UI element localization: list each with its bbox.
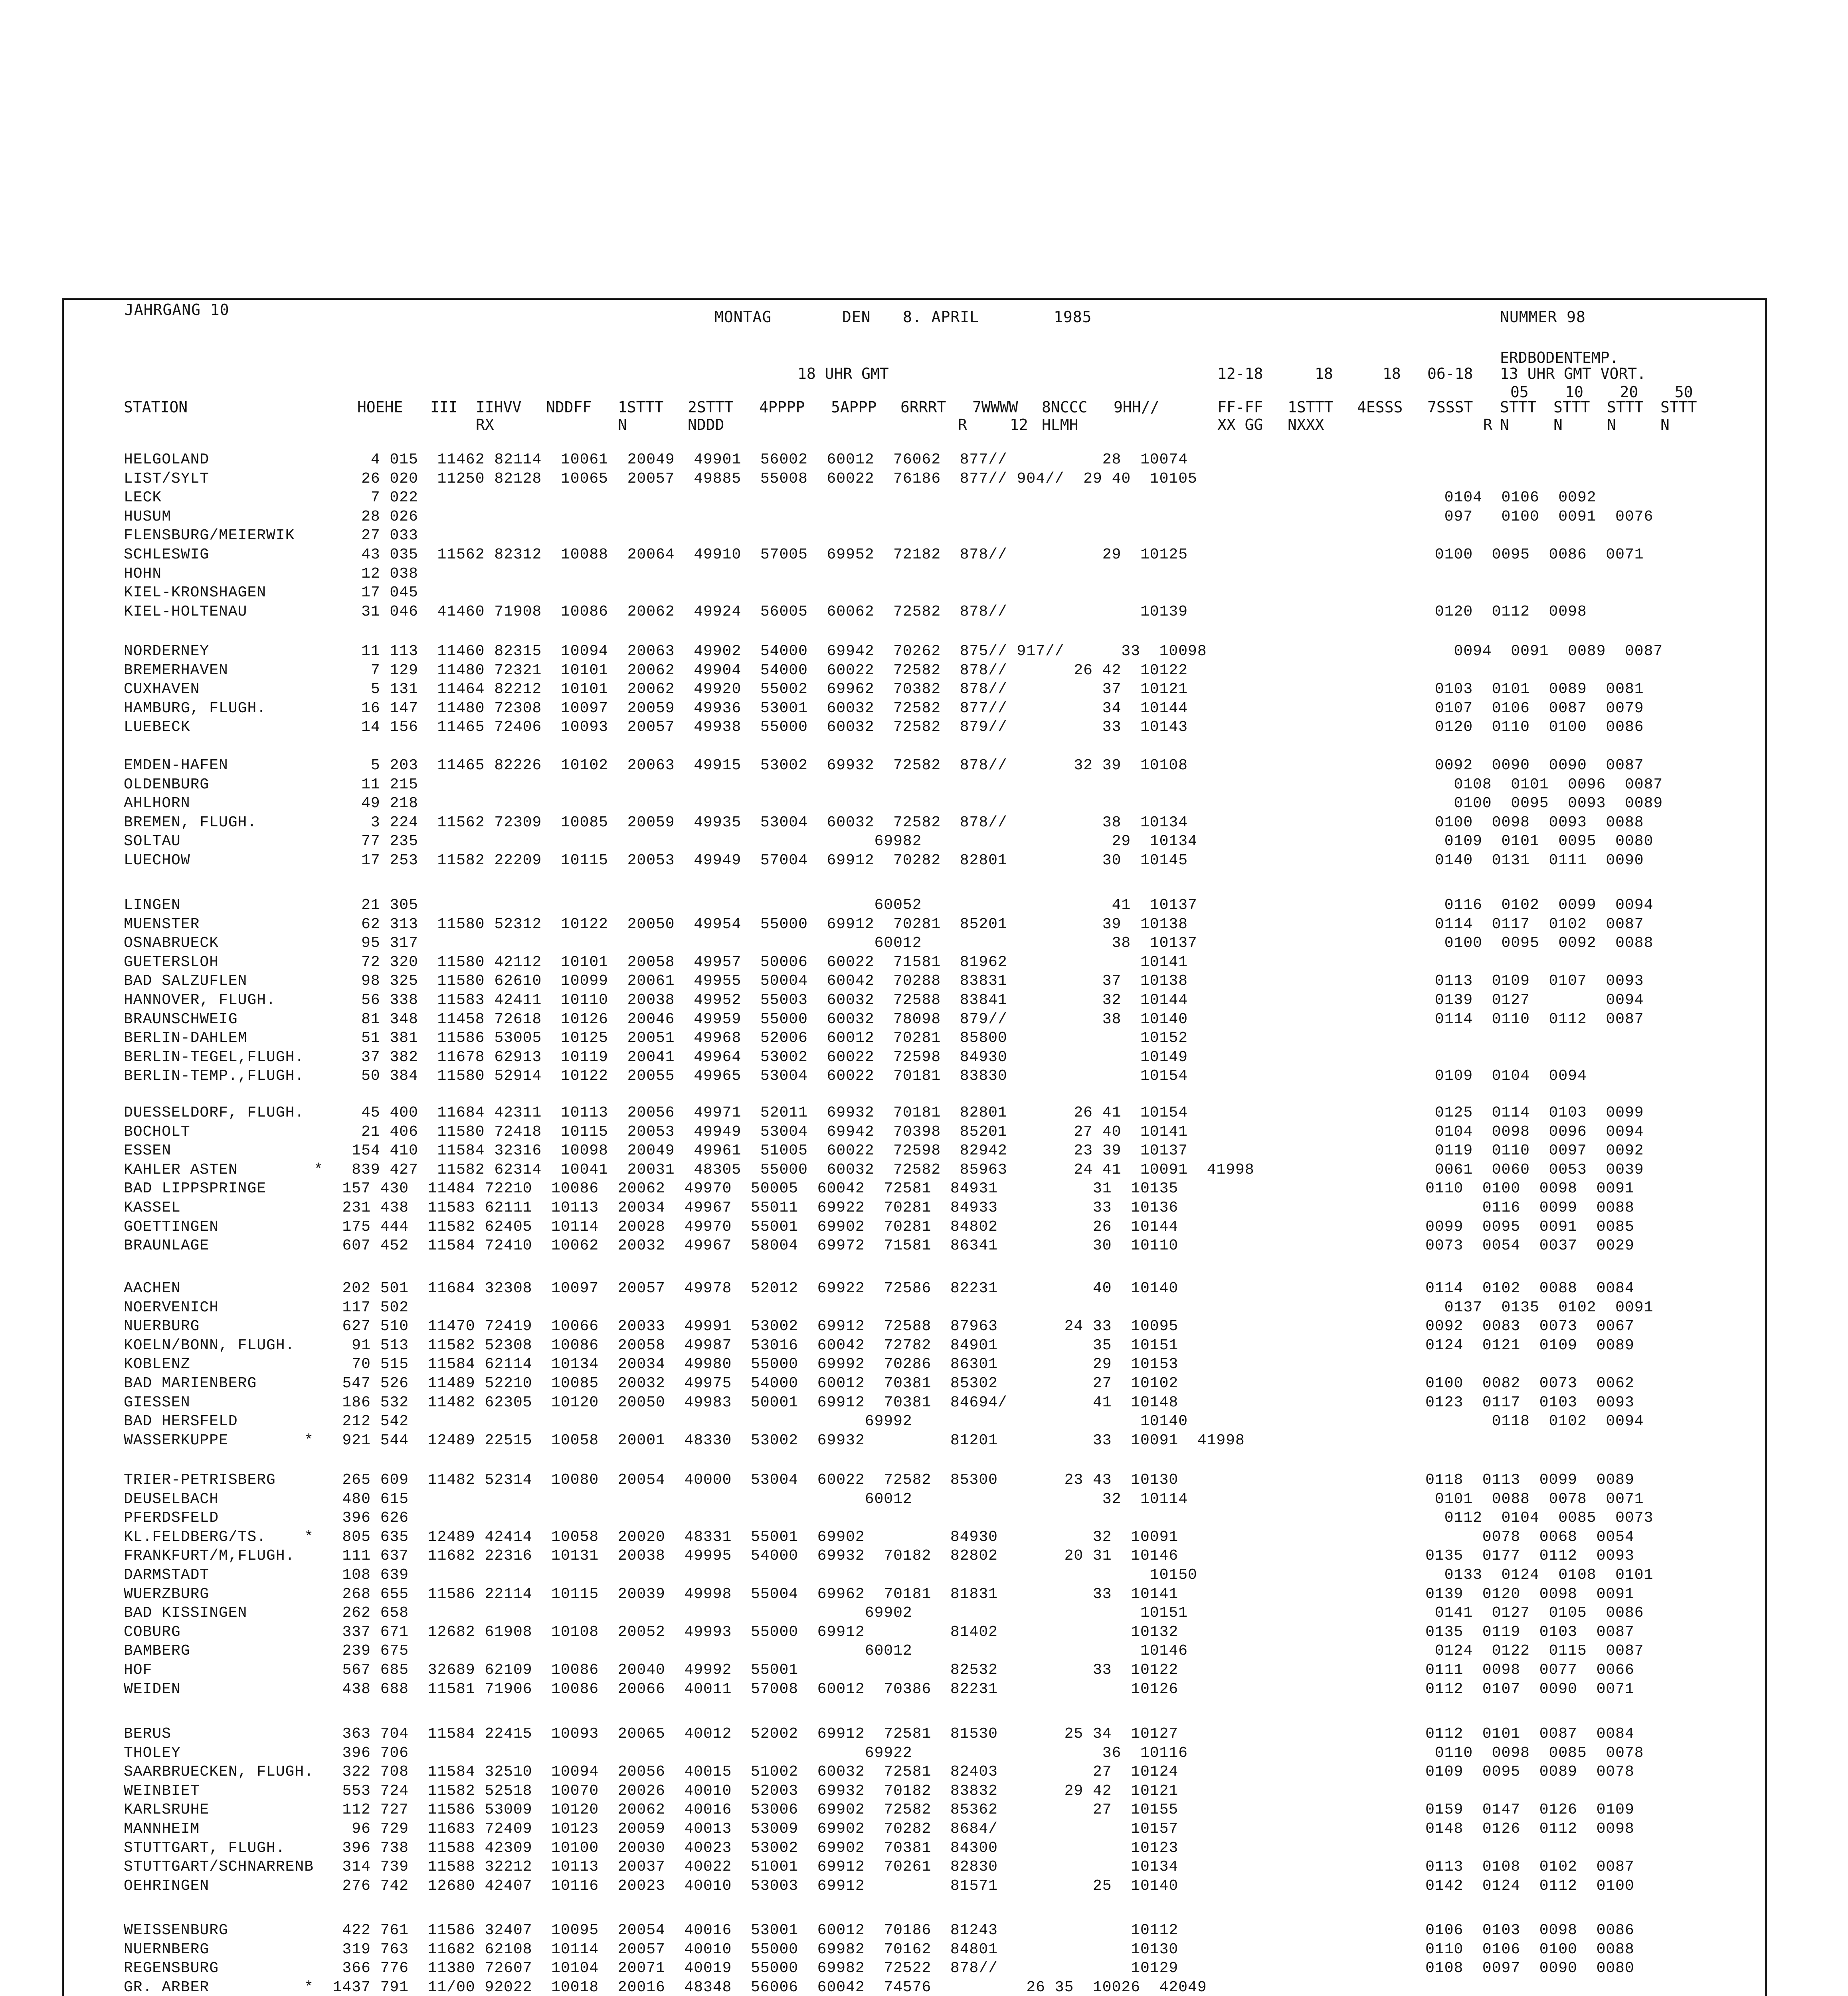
col-soil-10-sub: N xyxy=(1553,416,1563,434)
col-soil-10: STTT xyxy=(1553,398,1590,416)
col-soil-50: STTT xyxy=(1660,398,1697,416)
group-06-18: 06-18 xyxy=(1427,365,1473,382)
table-row: BERLIN-TEMP.,FLUGH. 50 384 11580 52914 10122 20055 49965 53004 60022 70181 83830 10154 0109 0104 0094 xyxy=(124,1067,1587,1085)
col-7ssst-sub: R xyxy=(1483,416,1492,434)
col-6rrrt-sub: R xyxy=(958,416,967,434)
col-7ssst: 7SSST xyxy=(1427,398,1473,416)
table-row: HUSUM 28 026 097 0100 0091 0076 xyxy=(124,508,1654,525)
table-row: KL.FELDBERG/TS. * 805 635 12489 42414 10058 20020 48331 55001 69902 84930 32 10091 0078 0068 0054 xyxy=(124,1528,1634,1546)
col-soil-50-sub: N xyxy=(1660,416,1670,434)
table-row: BERLIN-TEGEL,FLUGH. 37 382 11678 62913 10119 20041 49964 53002 60022 72598 84930 10149 xyxy=(124,1048,1188,1066)
col-ff: FF-FF xyxy=(1217,398,1263,416)
table-row: STUTTGART, FLUGH. 396 738 11588 42309 10100 20030 40023 53002 69902 70381 84300 10123 xyxy=(124,1839,1179,1857)
col-7wwww: 7WWWW xyxy=(972,398,1018,416)
col-2sttt-sub: NDDD xyxy=(688,416,724,434)
table-row: BAD KISSINGEN 262 658 69902 10151 0141 0127 0105 0086 xyxy=(124,1604,1644,1622)
table-row: WEIDEN 438 688 11581 71906 10086 20066 40011 57008 60012 70386 82231 10126 0112 0107 0090 0071 xyxy=(124,1680,1634,1698)
table-row: BOCHOLT 21 406 11580 72418 10115 20053 49949 53004 69942 70398 85201 27 40 10141 0104 0098 0096 0094 xyxy=(124,1123,1644,1141)
col-8nccc: 8NCCC xyxy=(1042,398,1088,416)
col-1sttt-b-sub: NXXX xyxy=(1288,416,1324,434)
col-1sttt-sub: N xyxy=(618,416,627,434)
table-row: BAD LIPPSPRINGE 157 430 11484 72210 10086 20062 49970 50005 60042 72581 84931 31 10135 0110 0100 0098 0091 xyxy=(124,1180,1634,1198)
table-row: LUEBECK 14 156 11465 72406 10093 20057 49938 55000 60032 72582 879// 33 10143 0120 0110 0100 0086 xyxy=(124,719,1644,736)
table-row: KOELN/BONN, FLUGH. 91 513 11582 52308 10086 20058 49987 53016 60042 72782 84901 35 10151 0124 0121 0109 0089 xyxy=(124,1337,1634,1354)
table-row: AHLHORN 49 218 0100 0095 0093 0089 xyxy=(124,795,1663,812)
col-nddff: NDDFF xyxy=(546,398,592,416)
table-row: NUERNBERG 319 763 11682 62108 10114 20057 40010 55000 69982 70162 84801 10130 0110 0106 0100 0088 xyxy=(124,1941,1634,1958)
table-row: FLENSBURG/MEIERWIK 27 033 xyxy=(124,527,418,545)
table-row: BAD MARIENBERG 547 526 11489 52210 10085 20032 49975 54000 60012 70381 85302 27 10102 0100 0082 0073 0062 xyxy=(124,1375,1634,1392)
col-iii: III xyxy=(430,398,458,416)
table-row: EMDEN-HAFEN 5 203 11465 82226 10102 20063 49915 53002 69932 72582 878// 32 39 10108 0092 0090 0090 0087 xyxy=(124,757,1644,774)
table-row: HANNOVER, FLUGH. 56 338 11583 42411 10110 20038 49952 55003 60032 72588 83841 32 10144 0139 0127 0094 xyxy=(124,992,1644,1009)
table-row: GOETTINGEN 175 444 11582 62405 10114 20028 49970 55001 69902 70281 84802 26 10144 0099 0095 0091 0085 xyxy=(124,1218,1634,1236)
table-row: SOLTAU 77 235 69982 29 10134 0109 0101 0095 0080 xyxy=(124,833,1654,850)
table-row: KASSEL 231 438 11583 62111 10113 20034 49967 55011 69922 70281 84933 33 10136 0116 0099 0088 xyxy=(124,1199,1634,1216)
col-5appp: 5APPP xyxy=(831,398,877,416)
table-row: BREMEN, FLUGH. 3 224 11562 72309 10085 20059 49935 53004 60032 72582 878// 38 10134 0100 0098 0093 0088 xyxy=(124,814,1644,831)
group-18gmt: 18 UHR GMT xyxy=(797,365,889,382)
col-7wwww-sub: 12 xyxy=(1010,416,1028,434)
table-row: WASSERKUPPE * 921 544 12489 22515 10058 20001 48330 53002 69932 81201 33 10091 41998 xyxy=(124,1432,1245,1449)
table-row: SAARBRUECKEN, FLUGH. 322 708 11584 32510 10094 20056 40015 51002 60032 72581 82403 27 10124 0109 0095 0089 0078 xyxy=(124,1763,1634,1781)
col-4pppp: 4PPPP xyxy=(759,398,805,416)
table-row: BAD SALZUFLEN 98 325 11580 62610 10099 20061 49955 50004 60042 70288 83831 37 10138 0113 0109 0107 0093 xyxy=(124,972,1644,990)
table-row: ESSEN 154 410 11584 32316 10098 20049 49961 51005 60022 72598 82942 23 39 10137 0119 0110 0097 0092 xyxy=(124,1142,1644,1160)
table-row: COBURG 337 671 12682 61908 10108 20052 49993 55000 69912 81402 10132 0135 0119 0103 0087 xyxy=(124,1623,1634,1641)
table-row: HELGOLAND 4 015 11462 82114 10061 20049 49901 56002 60012 76062 877// 28 10074 xyxy=(124,451,1188,468)
col-9hh: 9HH// xyxy=(1114,398,1159,416)
table-row: DEUSELBACH 480 615 60012 32 10114 0101 0088 0078 0071 xyxy=(124,1490,1644,1508)
table-row: BERUS 363 704 11584 22415 10093 20065 40012 52002 69912 72581 81530 25 34 10127 0112 0101 0087 0084 xyxy=(124,1725,1634,1743)
col-soil-20-sub: N xyxy=(1607,416,1616,434)
col-iihvv-sub: RX xyxy=(476,416,494,434)
jahrgang: JAHRGANG 10 xyxy=(125,301,230,319)
table-row: OLDENBURG 11 215 0108 0101 0096 0087 xyxy=(124,776,1663,793)
col-8nccc-sub: HLMH xyxy=(1042,416,1078,434)
col-soil-05: STTT xyxy=(1500,398,1537,416)
col-1sttt: 1STTT xyxy=(618,398,664,416)
weekday: MONTAG xyxy=(714,308,772,326)
table-row: NOERVENICH 117 502 0137 0135 0102 0091 xyxy=(124,1299,1654,1316)
table-row: WEISSENBURG 422 761 11586 32407 10095 20054 40016 53001 60012 70186 81243 10112 0106 0103 0098 0086 xyxy=(124,1922,1634,1939)
year: 1985 xyxy=(1054,308,1092,326)
table-row: GR. ARBER * 1437 791 11/00 92022 10018 20016 48348 56006 60042 74576 26 35 10026 42049 xyxy=(124,1978,1207,1996)
nummer: NUMMER 98 xyxy=(1500,308,1586,326)
table-row: BERLIN-DAHLEM 51 381 11586 53005 10125 20051 49968 52006 60012 70281 85800 10152 xyxy=(124,1030,1188,1047)
table-row: TRIER-PETRISBERG 265 609 11482 52314 10080 20054 40000 53004 60022 72582 85300 23 43 10130 0118 0113 0099 0089 xyxy=(124,1471,1634,1489)
table-row: BRAUNLAGE 607 452 11584 72410 10062 20032 49967 58004 69972 71581 86341 30 10110 0073 0054 0037 0029 xyxy=(124,1237,1634,1255)
group-12-18: 12-18 xyxy=(1217,365,1263,382)
table-row: BREMERHAVEN 7 129 11480 72321 10101 20062 49904 54000 60022 72582 878// 26 42 10122 xyxy=(124,661,1188,679)
col-1sttt-b: 1STTT xyxy=(1288,398,1334,416)
col-2sttt: 2STTT xyxy=(688,398,734,416)
table-row: LINGEN 21 305 60052 41 10137 0116 0102 0099 0094 xyxy=(124,897,1654,914)
table-row: THOLEY 396 706 69922 36 10116 0110 0098 0085 0078 xyxy=(124,1744,1644,1762)
table-row: REGENSBURG 366 776 11380 72607 10104 20071 40019 55000 69982 72522 878// 10129 0108 0097 0090 0080 xyxy=(124,1960,1634,1977)
table-row: AACHEN 202 501 11684 32308 10097 20057 49978 52012 69922 72586 82231 40 10140 0114 0102 0088 0084 xyxy=(124,1280,1634,1297)
group-18a: 18 xyxy=(1315,365,1333,382)
table-row: WEINBIET 553 724 11582 52518 10070 20026 40010 52003 69932 70182 83832 29 42 10121 xyxy=(124,1782,1179,1800)
table-row: OEHRINGEN 276 742 12680 42407 10116 20023 40010 53003 69912 81571 25 10140 0142 0124 0112 0100 xyxy=(124,1877,1634,1895)
table-row: KARLSRUHE 112 727 11586 53009 10120 20062 40016 53006 69902 72582 85362 27 10155 0159 0147 0126 0109 xyxy=(124,1801,1634,1819)
date: 8. APRIL xyxy=(903,308,979,326)
table-row: KAHLER ASTEN * 839 427 11582 62314 10041 20031 48305 55000 60032 72582 85963 24 41 10091 41998 0061 0060 0053 0039 xyxy=(124,1161,1644,1178)
table-row: CUXHAVEN 5 131 11464 82212 10101 20062 49920 55002 69962 70382 878// 37 10121 0103 0101 0089 0081 xyxy=(124,681,1644,698)
table-row: GIESSEN 186 532 11482 62305 10120 20050 49983 50001 69912 70381 84694/ 41 10148 0123 0117 0103 0093 xyxy=(124,1394,1634,1411)
table-row: KOBLENZ 70 515 11584 62114 10134 20034 49980 55000 69992 70286 86301 29 10153 xyxy=(124,1356,1179,1373)
table-row: DARMSTADT 108 639 10150 0133 0124 0108 0101 xyxy=(124,1566,1654,1584)
table-row: WUERZBURG 268 655 11586 22114 10115 20039 49998 55004 69962 70181 81831 33 10141 0139 0120 0098 0091 xyxy=(124,1585,1634,1603)
table-row: HOF 567 685 32689 62109 10086 20040 49992 55001 82532 33 10122 0111 0098 0077 0066 xyxy=(124,1661,1634,1679)
col-6rrrt: 6RRRT xyxy=(900,398,946,416)
den-label: DEN xyxy=(842,308,871,326)
erdboden-depths: 05 10 20 50 xyxy=(1510,383,1693,401)
col-4esss: 4ESSS xyxy=(1357,398,1403,416)
table-row: LECK 7 022 0104 0106 0092 xyxy=(124,489,1597,507)
table-row: OSNABRUECK 95 317 60012 38 10137 0100 0095 0092 0088 xyxy=(124,935,1654,952)
col-ff-sub: XX GG xyxy=(1217,416,1263,434)
table-row: GUETERSLOH 72 320 11580 42112 10101 20058 49957 50006 60022 71581 81962 10141 xyxy=(124,953,1188,971)
table-row: BAMBERG 239 675 60012 10146 0124 0122 0115 0087 xyxy=(124,1642,1644,1660)
table-row: NUERBURG 627 510 11470 72419 10066 20033 49991 53002 69912 72588 87963 24 33 10095 0092 0083 0073 0067 xyxy=(124,1318,1634,1335)
table-row: KIEL-HOLTENAU 31 046 41460 71908 10086 20062 49924 56005 60062 72582 878// 10139 0120 0112 0098 xyxy=(124,603,1587,620)
table-row: DUESSELDORF, FLUGH. 45 400 11684 42311 10113 20056 49971 52011 69932 70181 82801 26 41 10154 0125 0114 0103 0099 xyxy=(124,1104,1644,1121)
erdboden-title: ERDBODENTEMP. xyxy=(1500,349,1619,366)
table-row: LUECHOW 17 253 11582 22209 10115 20053 49949 57004 69912 70282 82801 30 10145 0140 0131 0111 0090 xyxy=(124,852,1644,869)
table-row: FRANKFURT/M,FLUGH. 111 637 11682 22316 10131 20038 49995 54000 69932 70182 82802 20 31 10146 0135 0177 0112 0093 xyxy=(124,1547,1634,1565)
table-row: BRAUNSCHWEIG 81 348 11458 72618 10126 20046 49959 55000 60032 78098 879// 38 10140 0114 0110 0112 0087 xyxy=(124,1010,1644,1028)
col-station: STATION xyxy=(124,398,188,416)
col-soil-05-sub: N xyxy=(1500,416,1509,434)
table-row: PFERDSFELD 396 626 0112 0104 0085 0073 xyxy=(124,1509,1654,1527)
table-row: NORDERNEY 11 113 11460 82315 10094 20063 49902 54000 69942 70262 875// 917// 33 10098 0094 0091 0089 0087 xyxy=(124,643,1663,660)
table-row: MUENSTER 62 313 11580 52312 10122 20050 49954 55000 69912 70281 85201 39 10138 0114 0117 0102 0087 xyxy=(124,915,1644,933)
table-row: HAMBURG, FLUGH. 16 147 11480 72308 10097 20059 49936 53001 60032 72582 877// 34 10144 0107 0106 0087 0079 xyxy=(124,699,1644,717)
table-row: BAD HERSFELD 212 542 69992 10140 0118 0102 0094 xyxy=(124,1413,1644,1430)
group-18b: 18 xyxy=(1383,365,1401,382)
table-row: HOHN 12 038 xyxy=(124,565,418,582)
col-hoehe: HOEHE xyxy=(357,398,403,416)
table-row: STUTTGART/SCHNARRENB 314 739 11588 32212 10113 20037 40022 51001 69912 70261 82830 10134 0113 0108 0102 0087 xyxy=(124,1858,1634,1876)
table-row: MANNHEIM 96 729 11683 72409 10123 20059 40013 53009 69902 70282 8684/ 10157 0148 0126 0112 0098 xyxy=(124,1820,1634,1838)
table-row: LIST/SYLT 26 020 11250 82128 10065 20057 49885 55008 60022 76186 877// 904// 29 40 10105 xyxy=(124,470,1197,487)
table-row: SCHLESWIG 43 035 11562 82312 10088 20064 49910 57005 69952 72182 878// 29 10125 0100 0095 0086 0071 xyxy=(124,546,1644,563)
col-soil-20: STTT xyxy=(1607,398,1644,416)
table-row: KIEL-KRONSHAGEN 17 045 xyxy=(124,584,418,602)
col-iihvv: IIHVV xyxy=(476,398,522,416)
erdboden-time: 13 UHR GMT VORT. xyxy=(1500,365,1646,382)
